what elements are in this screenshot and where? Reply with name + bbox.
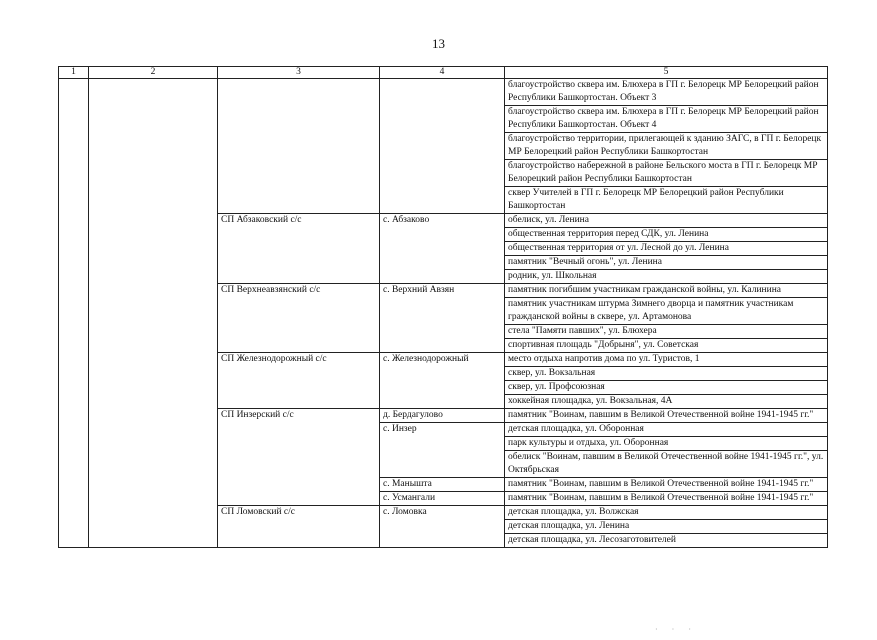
settlement-cell: СП Абзаковский с/с (218, 214, 380, 284)
object-cell: памятник участникам штурма Зимнего дворца и памятник участникам гражданской войны в сквере, ул. Артамонова (505, 298, 828, 325)
locality-cell: д. Бердагулово (380, 409, 505, 423)
object-cell: памятник "Воинам, павшим в Великой Отечественной войне 1941-1945 гг." (505, 409, 828, 423)
object-cell: общественная территория перед СДК, ул. Ленина (505, 228, 828, 242)
object-cell: детская площадка, ул. Ленина (505, 520, 828, 534)
object-cell: стела "Памяти павших", ул. Блюхера (505, 325, 828, 339)
column-number-1: 1 (59, 67, 89, 79)
settlement-cell: СП Инзерский с/с (218, 409, 380, 506)
object-cell: место отдыха напротив дома по ул. Туристов, 1 (505, 353, 828, 367)
locality-cell: с. Инзер (380, 423, 505, 478)
page-number: 13 (432, 36, 445, 51)
object-cell: сквер, ул. Профсоюзная (505, 381, 828, 395)
object-cell: благоустройство территории, прилегающей к зданию ЗАГС, в ГП г. Белорецк МР Белорецкий район Республики Башкортостан (505, 133, 828, 160)
locality-cell: с. Верхний Авзян (380, 284, 505, 353)
district-cell (89, 79, 218, 548)
object-cell: сквер, ул. Вокзальная (505, 367, 828, 381)
object-cell: парк культуры и отдыха, ул. Оборонная (505, 437, 828, 451)
settlement-cell: СП Железнодорожный с/с (218, 353, 380, 409)
register-table (58, 66, 828, 548)
object-cell: детская площадка, ул. Лесозаготовителей (505, 534, 828, 548)
column-number-2: 2 (89, 67, 218, 79)
object-cell: обелиск "Воинам, павшим в Великой Отечественной войне 1941-1945 гг.", ул. Октябрьская (505, 451, 828, 478)
table-body (59, 79, 828, 548)
object-cell: спортивная площадь "Добрыня", ул. Советская (505, 339, 828, 353)
scan-noise: · · · (655, 625, 697, 634)
locality-cell: с. Усмангали (380, 492, 505, 506)
object-cell: детская площадка, ул. Оборонная (505, 423, 828, 437)
column-number-row (59, 67, 828, 79)
column-number-3: 3 (218, 67, 380, 79)
settlement-cell (218, 79, 380, 214)
object-cell: общественная территория от ул. Лесной до ул. Ленина (505, 242, 828, 256)
column-number-4: 4 (380, 67, 505, 79)
object-cell: благоустройство сквера им. Блюхера в ГП г. Белорецк МР Белорецкий район Республики Башкортостан. Объект 3 (505, 79, 828, 106)
table-row (59, 79, 828, 106)
object-cell: памятник погибшим участникам гражданской войны, ул. Калинина (505, 284, 828, 298)
object-cell: хоккейная площадка, ул. Вокзальная, 4А (505, 395, 828, 409)
locality-cell: с. Железнодорожный (380, 353, 505, 409)
column-number-5: 5 (505, 67, 828, 79)
object-cell: детская площадка, ул. Волжская (505, 506, 828, 520)
object-cell: памятник "Воинам, павшим в Великой Отечественной войне 1941-1945 гг." (505, 492, 828, 506)
object-cell: благоустройство сквера им. Блюхера в ГП г. Белорецк МР Белорецкий район Республики Башкортостан. Объект 4 (505, 106, 828, 133)
object-cell: памятник "Воинам, павшим в Великой Отечественной войне 1941-1945 гг." (505, 478, 828, 492)
locality-cell: с. Ломовка (380, 506, 505, 548)
object-cell: благоустройство набережной в районе Бельского моста в ГП г. Белорецк МР Белорецкий район Республики Башкортостан (505, 160, 828, 187)
object-cell: родник, ул. Школьная (505, 270, 828, 284)
object-cell: обелиск, ул. Ленина (505, 214, 828, 228)
locality-cell: с. Абзаково (380, 214, 505, 284)
locality-cell: с. Манышта (380, 478, 505, 492)
settlement-cell: СП Ломовский с/с (218, 506, 380, 548)
object-cell: памятник "Вечный огонь", ул. Ленина (505, 256, 828, 270)
object-cell: сквер Учителей в ГП г. Белорецк МР Белорецкий район Республики Башкортостан (505, 187, 828, 214)
row-index-cell (59, 79, 89, 548)
locality-cell (380, 79, 505, 214)
settlement-cell: СП Верхнеавзянский с/с (218, 284, 380, 353)
